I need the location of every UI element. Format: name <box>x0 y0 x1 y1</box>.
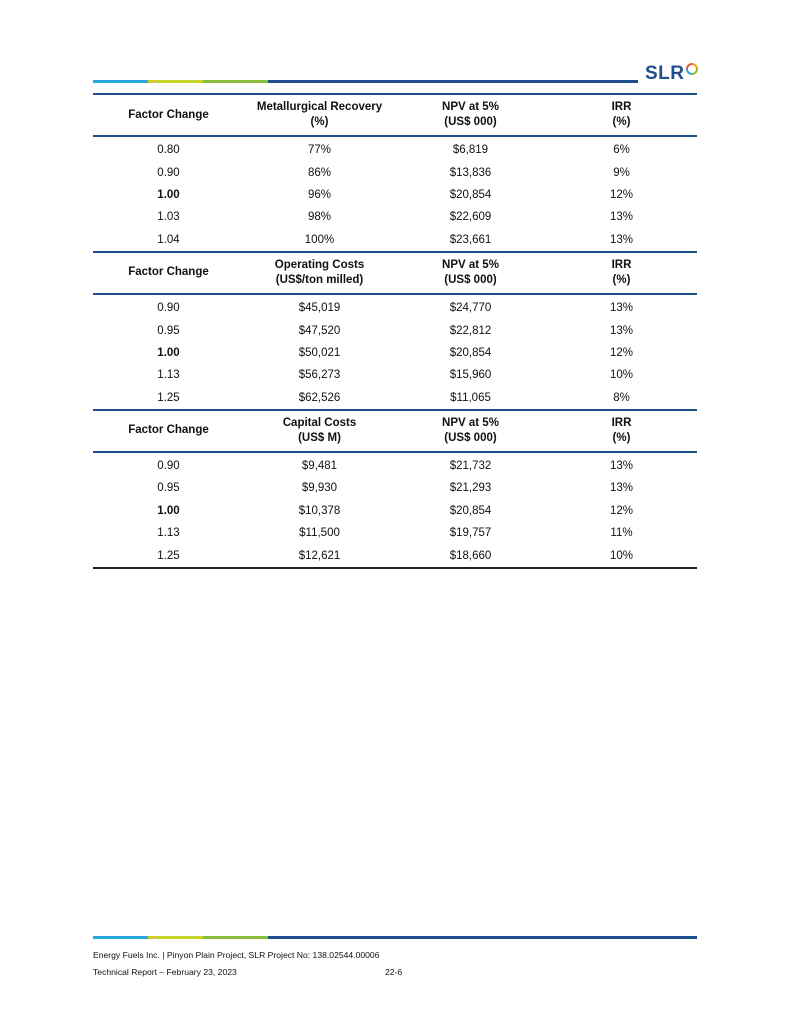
header-rule-navy <box>268 80 638 83</box>
logo-text: SLR <box>645 63 685 84</box>
table-row <box>93 136 697 161</box>
footer-rule-blue <box>93 936 148 939</box>
footer-rule-green <box>203 936 268 939</box>
table-cell: 0.80 <box>157 144 180 157</box>
table-cell: $20,854 <box>449 188 492 201</box>
table-cell: 0.95 <box>157 324 180 337</box>
column-header: Metallurgical Recovery (%) <box>244 94 395 136</box>
table-cell: 1.00 <box>157 188 180 201</box>
table-cell: 0.95 <box>157 482 180 495</box>
table-cell: 12% <box>609 504 634 517</box>
table-row <box>93 206 697 228</box>
table-cell: 13% <box>609 324 634 337</box>
section-header-row <box>93 94 697 136</box>
table-cell: $47,520 <box>298 324 341 337</box>
column-header: Factor Change <box>93 252 244 294</box>
column-header: NPV at 5% (US$ 000) <box>395 94 546 136</box>
table-cell: 10% <box>609 369 634 382</box>
section-header-row <box>93 410 697 452</box>
table-cell: 1.00 <box>157 504 180 517</box>
table-row <box>93 161 697 183</box>
table-row <box>93 544 697 567</box>
table-row <box>93 500 697 522</box>
column-header: NPV at 5% (US$ 000) <box>395 410 546 452</box>
table-cell: 0.90 <box>157 302 180 315</box>
table-cell: $11,500 <box>299 527 340 540</box>
table-cell: 1.03 <box>157 211 180 224</box>
table-cell: 100% <box>304 233 335 246</box>
table-cell: 13% <box>609 233 634 246</box>
slr-logo-mark-icon <box>686 63 698 75</box>
table-row <box>93 342 697 364</box>
table-cell: 11% <box>610 527 633 540</box>
table-cell: 8% <box>613 391 630 404</box>
table-cell: 0.90 <box>157 460 180 473</box>
table-cell: $20,854 <box>449 346 492 359</box>
table-cell: $11,065 <box>450 391 491 404</box>
table-cell: $6,819 <box>452 144 489 157</box>
footer-project-line: Energy Fuels Inc. | Pinyon Plain Project, SLR Project No: 138.02544.00006 <box>93 950 380 960</box>
table-cell: $56,273 <box>298 369 341 382</box>
table-row <box>93 452 697 477</box>
table-row <box>93 387 697 410</box>
table-cell: 10% <box>546 544 697 567</box>
table-cell: 1.25 <box>93 544 244 567</box>
sensitivity-table <box>93 93 697 569</box>
table-cell: $21,732 <box>449 460 492 473</box>
column-header: NPV at 5% (US$ 000) <box>395 252 546 294</box>
table-cell: 98% <box>307 211 332 224</box>
table-cell: $18,660 <box>395 544 546 567</box>
slr-logo <box>645 62 698 86</box>
table-cell: 1.13 <box>157 527 180 540</box>
table-cell: 1.13 <box>157 369 180 382</box>
column-header: Factor Change <box>93 410 244 452</box>
table-cell: $19,757 <box>449 527 492 540</box>
page-number: 22-6 <box>385 967 403 977</box>
header-rule-yellow <box>148 80 203 83</box>
table-row <box>93 477 697 499</box>
table-cell: 1.25 <box>157 391 180 404</box>
section-header-row <box>93 252 697 294</box>
table-cell: $15,960 <box>449 369 492 382</box>
table-row <box>93 294 697 319</box>
table-cell: 1.04 <box>157 233 180 246</box>
table-cell: 1.00 <box>157 346 180 359</box>
table-cell: $9,930 <box>301 482 338 495</box>
header-rule <box>93 80 638 83</box>
table-cell: 0.90 <box>157 166 180 179</box>
footer-report-line <box>93 967 403 977</box>
table-cell: 13% <box>609 302 634 315</box>
table-cell: 96% <box>307 188 332 201</box>
table-cell: 9% <box>613 166 630 179</box>
table-row <box>93 522 697 544</box>
header-rule-blue <box>93 80 148 83</box>
footer-rule-navy <box>268 936 697 939</box>
footer-report-date: Technical Report – February 23, 2023 <box>93 967 237 977</box>
column-header: IRR (%) <box>546 252 697 294</box>
table-cell: 12% <box>609 346 634 359</box>
table-cell: $23,661 <box>449 233 492 246</box>
table-cell: $62,526 <box>298 391 341 404</box>
table-cell: 77% <box>307 144 332 157</box>
table-cell: $21,293 <box>449 482 492 495</box>
header-rule-green <box>203 80 268 83</box>
footer-rule <box>93 936 697 939</box>
table-cell: 86% <box>307 166 332 179</box>
table-cell: 12% <box>609 188 634 201</box>
table-row <box>93 319 697 341</box>
column-header: Capital Costs (US$ M) <box>244 410 395 452</box>
table-cell: $10,378 <box>298 504 341 517</box>
table-cell: $22,609 <box>449 211 492 224</box>
table-row <box>93 364 697 386</box>
table-cell: 13% <box>609 460 634 473</box>
table-cell: $9,481 <box>301 460 338 473</box>
table-cell: $24,770 <box>449 302 492 315</box>
table-cell: $20,854 <box>449 504 492 517</box>
table-cell: $12,621 <box>244 544 395 567</box>
column-header: Operating Costs (US$/ton milled) <box>244 252 395 294</box>
column-header: IRR (%) <box>546 410 697 452</box>
table-cell: 6% <box>613 144 630 157</box>
column-header: IRR (%) <box>546 94 697 136</box>
table-cell: $22,812 <box>449 324 492 337</box>
table-cell: $50,021 <box>298 346 341 359</box>
column-header: Factor Change <box>93 94 244 136</box>
table-cell: 13% <box>609 211 634 224</box>
table-row <box>93 229 697 252</box>
table-cell: $13,836 <box>449 166 492 179</box>
table-cell: $45,019 <box>298 302 341 315</box>
table-row <box>93 184 697 206</box>
table-cell: 13% <box>609 482 634 495</box>
footer-rule-yellow <box>148 936 203 939</box>
